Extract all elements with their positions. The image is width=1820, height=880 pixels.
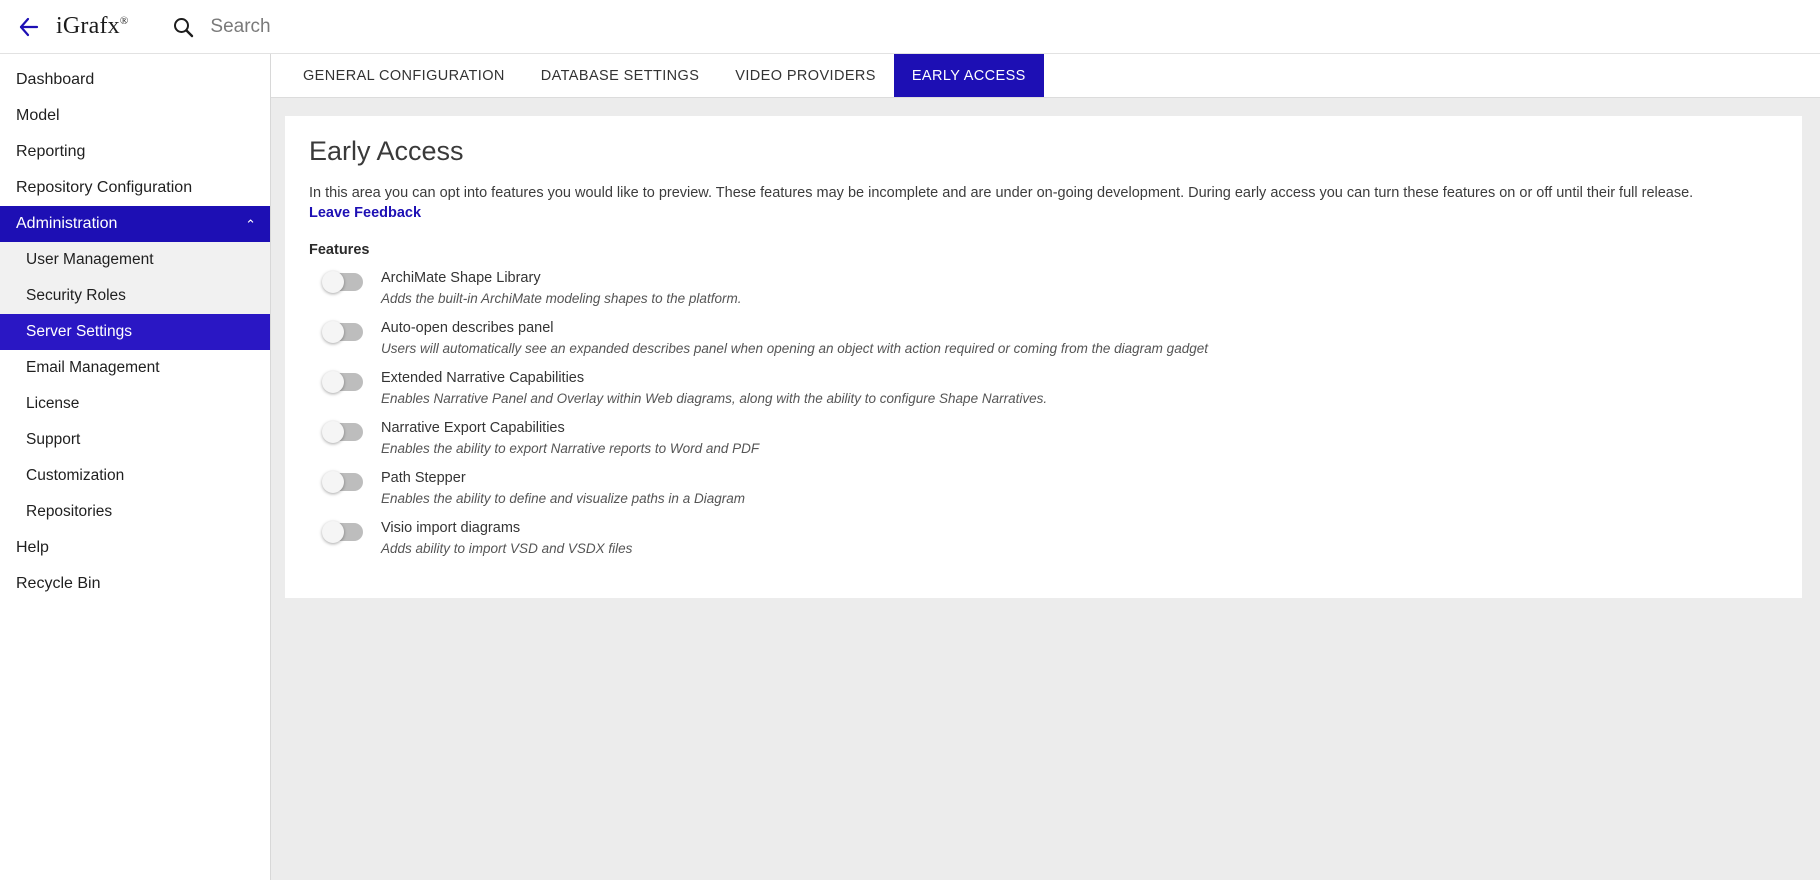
feature-row [309,520,1778,556]
sidebar-item-dashboard[interactable] [0,62,270,98]
feature-description: Adds the built-in ArchiMate modeling shapes to the platform. [381,290,742,306]
brand-registered-mark: ® [119,15,129,27]
back-button[interactable] [8,7,48,47]
feature-row [309,370,1778,406]
toggle-auto-open-describes-panel[interactable] [323,323,363,341]
feature-name: Extended Narrative Capabilities [381,369,585,386]
tab-bar [271,54,1820,98]
sidebar-item-label: Dashboard [16,71,95,88]
tab-label: VIDEO PROVIDERS [735,67,876,84]
tab-label: EARLY ACCESS [911,67,1026,84]
sidebar-item-reporting[interactable] [0,134,270,170]
sidebar-item-label: Customization [26,467,125,484]
top-bar [0,0,1820,54]
tab-label: DATABASE SETTINGS [540,67,700,84]
toggle-narrative-export-capabilities[interactable] [323,423,363,441]
sidebar [0,54,271,880]
feature-row [309,470,1778,506]
sidebar-item-repository-configuration[interactable] [0,170,270,206]
intro-paragraph [309,183,1778,224]
sidebar-item-model[interactable] [0,98,270,134]
sidebar-item-help[interactable] [0,530,270,566]
sidebar-item-label: Repository Configuration [16,179,193,196]
feature-text [381,420,759,456]
feature-description: Enables the ability to export Narrative reports to Word and PDF [381,440,760,456]
search-input[interactable] [208,15,588,39]
brand-text: iGrafx [56,13,120,39]
sidebar-item-email-management[interactable] [0,350,270,386]
tab-label: GENERAL CONFIGURATION [303,67,505,84]
sidebar-item-label: Help [16,539,49,556]
sidebar-item-recycle-bin[interactable] [0,566,270,602]
feature-description: Enables the ability to define and visualize paths in a Diagram [381,490,745,506]
feature-name: Narrative Export Capabilities [381,419,565,436]
toggle-knob [322,371,344,393]
sidebar-item-label: Administration [16,215,118,232]
sidebar-item-label: Recycle Bin [16,575,101,592]
chevron-up-icon[interactable]: ⌃ [245,216,256,232]
panel-area [271,98,1820,880]
tab-early-access[interactable] [894,54,1044,97]
toggle-knob [322,271,344,293]
toggle-archimate-shape-library[interactable] [323,273,363,291]
feature-row [309,420,1778,456]
feature-row [309,320,1778,356]
sidebar-item-repositories[interactable] [0,494,270,530]
leave-feedback-link[interactable]: Leave Feedback [309,205,422,222]
content-area [271,54,1820,880]
toggle-extended-narrative-capabilities[interactable] [323,373,363,391]
sidebar-item-label: Support [26,431,81,448]
search-area[interactable] [170,14,588,40]
feature-text [381,470,745,506]
sidebar-item-label: Security Roles [26,287,126,304]
feature-description: Enables Narrative Panel and Overlay within Web diagrams, along with the ability to configure Shape Narratives. [381,390,1048,406]
intro-text: In this area you can opt into features you would like to preview. These features may be incomplete and are under on-going development. During early access you can turn these features on or off until their full release. [309,185,1694,201]
sidebar-item-security-roles[interactable] [0,278,270,314]
feature-name: Auto-open describes panel [381,319,554,336]
feature-name: ArchiMate Shape Library [381,269,541,286]
body-split [0,54,1820,880]
feature-description: Users will automatically see an expanded describes panel when opening an object with action required or coming from the diagram gadget [381,340,1208,356]
toggle-knob [322,421,344,443]
sidebar-item-label: Reporting [16,143,86,160]
tab-video-providers[interactable] [717,54,894,97]
feature-text [381,270,741,306]
feature-text [381,320,1208,356]
sidebar-item-label: Repositories [26,503,113,520]
feature-description: Adds ability to import VSD and VSDX files [381,540,633,556]
early-access-card [285,116,1802,598]
feature-name: Path Stepper [381,469,466,486]
sidebar-item-user-management[interactable] [0,242,270,278]
toggle-visio-import-diagrams[interactable] [323,523,363,541]
search-icon[interactable] [170,14,196,40]
sidebar-item-label: Email Management [26,359,160,376]
sidebar-item-label: Server Settings [26,323,132,340]
feature-name: Visio import diagrams [381,519,521,536]
toggle-knob [322,471,344,493]
tab-database-settings[interactable] [523,54,718,97]
page-title: Early Access [309,136,464,166]
sidebar-item-support[interactable] [0,422,270,458]
sidebar-item-customization[interactable] [0,458,270,494]
features-label: Features [309,241,370,258]
toggle-path-stepper[interactable] [323,473,363,491]
sidebar-item-label: Model [16,107,60,124]
feature-text [381,370,1047,406]
feature-row [309,270,1778,306]
sidebar-item-administration[interactable] [0,206,270,242]
sidebar-item-label: User Management [26,251,154,268]
toggle-knob [322,321,344,343]
sidebar-item-server-settings[interactable] [0,314,270,350]
feature-text [381,520,632,556]
sidebar-item-label: License [26,395,80,412]
brand-logo [56,13,128,40]
sidebar-item-license[interactable] [0,386,270,422]
toggle-knob [322,521,344,543]
arrow-left-icon [15,14,41,40]
tab-general-configuration[interactable] [285,54,523,97]
